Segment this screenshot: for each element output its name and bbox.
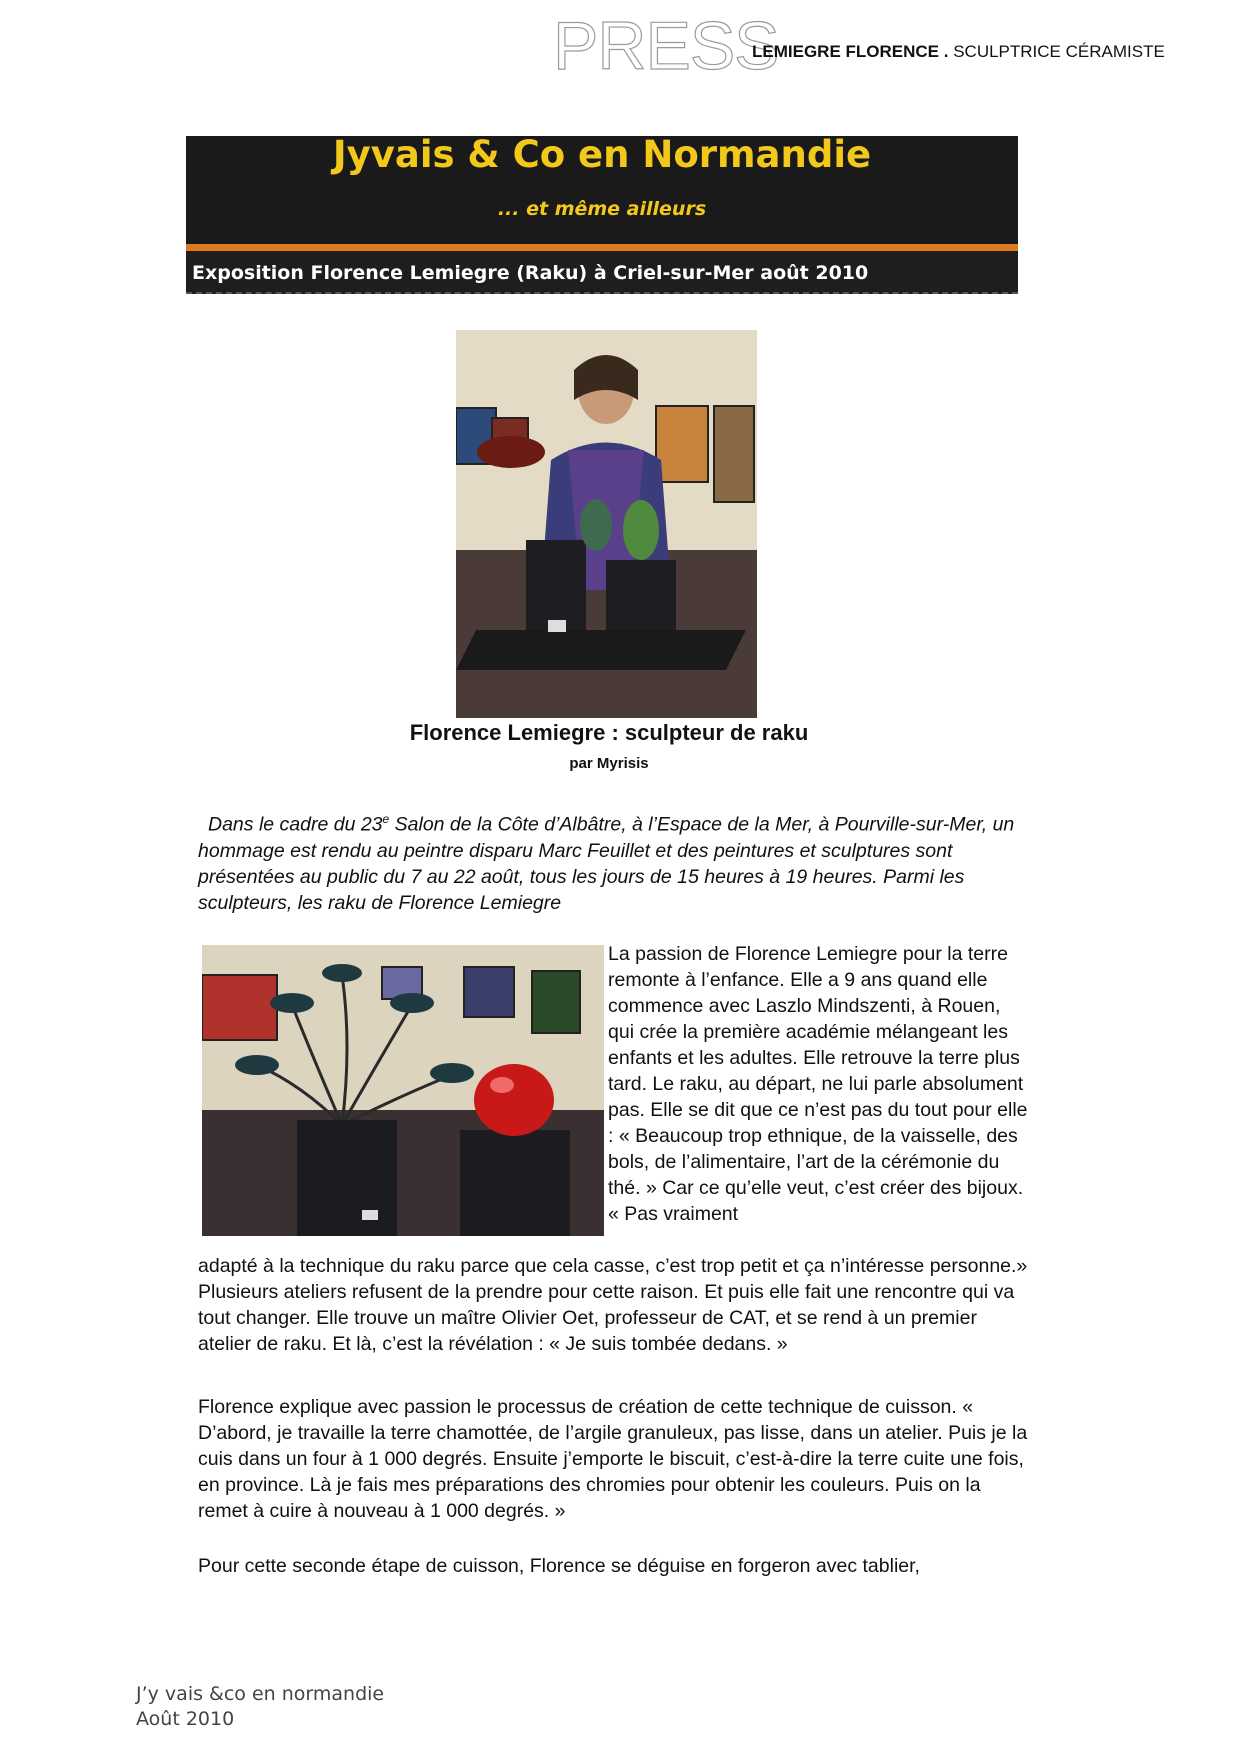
- intro-superscript: e: [382, 812, 390, 826]
- artist-portrait-photo: [456, 330, 757, 718]
- intro-text-start: Dans le cadre du 23: [208, 813, 383, 836]
- artist-name: LEMIEGRE FLORENCE .: [752, 42, 949, 61]
- article-title: Florence Lemiegre : sculpteur de raku: [409, 720, 809, 745]
- sculptures-photo: [202, 945, 604, 1236]
- article-paragraph-1-bottom: adapté à la technique du raku parce que cela casse, c’est trop petit et ça n’intéresse personne.» Plusieurs ateliers refusent de la prendre pour cette raison. Et puis elle fait une rencontre qui va tout changer. Elle trouve un maître Olivier Oet, professeur de CAT, et se rend à un premier atelier de raku. Et là, c’est la révélation : « Je suis tombée dedans. »: [198, 1255, 1028, 1355]
- footer-date: Août 2010: [136, 1708, 235, 1730]
- banner-title: Jyvais & Co en Normandie: [332, 133, 872, 176]
- intro-text-end: Salon de la Côte d’Albâtre, à l’Espace de la Mer, à Pourville-sur-Mer, un hommage est rendu au peintre disparu Marc Feuillet et des peintures et sculptures sont présentées au public du 7 au 22 août, tous les jours de 15 heures à 19 heures. Parmi les sculpteurs, les raku de Florence Lemiegre: [198, 813, 1015, 914]
- article-paragraph-2: Florence explique avec passion le processus de création de cette technique de cuisson. « D’abord, je travaille la terre chamottée, de l’argile granuleux, pas lisse, dans un atelier. Puis je la cuis dans un four à 1 000 degrés. Ensuite j’emporte le biscuit, c’est-à-dire la terre cuite une fois, en province. Là je fais mes préparations des chromies pour obtenir les couleurs. Puis on la remet à cuire à nouveau à 1 000 degrés. »: [198, 1396, 1028, 1522]
- article-paragraph-3: Pour cette seconde étape de cuisson, Florence se déguise en forgeron avec tablier,: [198, 1555, 920, 1577]
- article-paragraph-1-top: La passion de Florence Lemiegre pour la terre remonte à l’enfance. Elle a 9 ans quand elle commence avec Laszlo Mindszenti, à Rouen, qui crée la première académie mélangeant les enfants et les adultes. Elle retrouve la terre plus tard. Le raku, au départ, ne lui parle absolument pas. Elle se dit que ce n’est pas du tout pour elle : « Beaucoup trop ethnique, de la vaisselle, des bols, de l’alimentaire, l’art de la cérémonie du thé. » Car ce qu’elle veut, c’est créer des bijoux. « Pas vraiment: [608, 943, 1028, 1225]
- banner-exhibition-title: Exposition Florence Lemiegre (Raku) à Criel-sur-Mer août 2010: [192, 262, 869, 284]
- press-word: PRESS: [553, 8, 779, 84]
- page-header: [752, 42, 1165, 62]
- artist-role: SCULPTRICE CÉRAMISTE: [953, 42, 1165, 61]
- banner-stripe: [186, 244, 1018, 251]
- footer-source: J’y vais &co en normandie: [136, 1683, 385, 1705]
- article-byline: par Myrisis: [569, 755, 649, 772]
- banner-subtitle: ... et même ailleurs: [497, 198, 707, 220]
- article-banner: [186, 133, 1018, 292]
- article-intro: [198, 806, 1028, 916]
